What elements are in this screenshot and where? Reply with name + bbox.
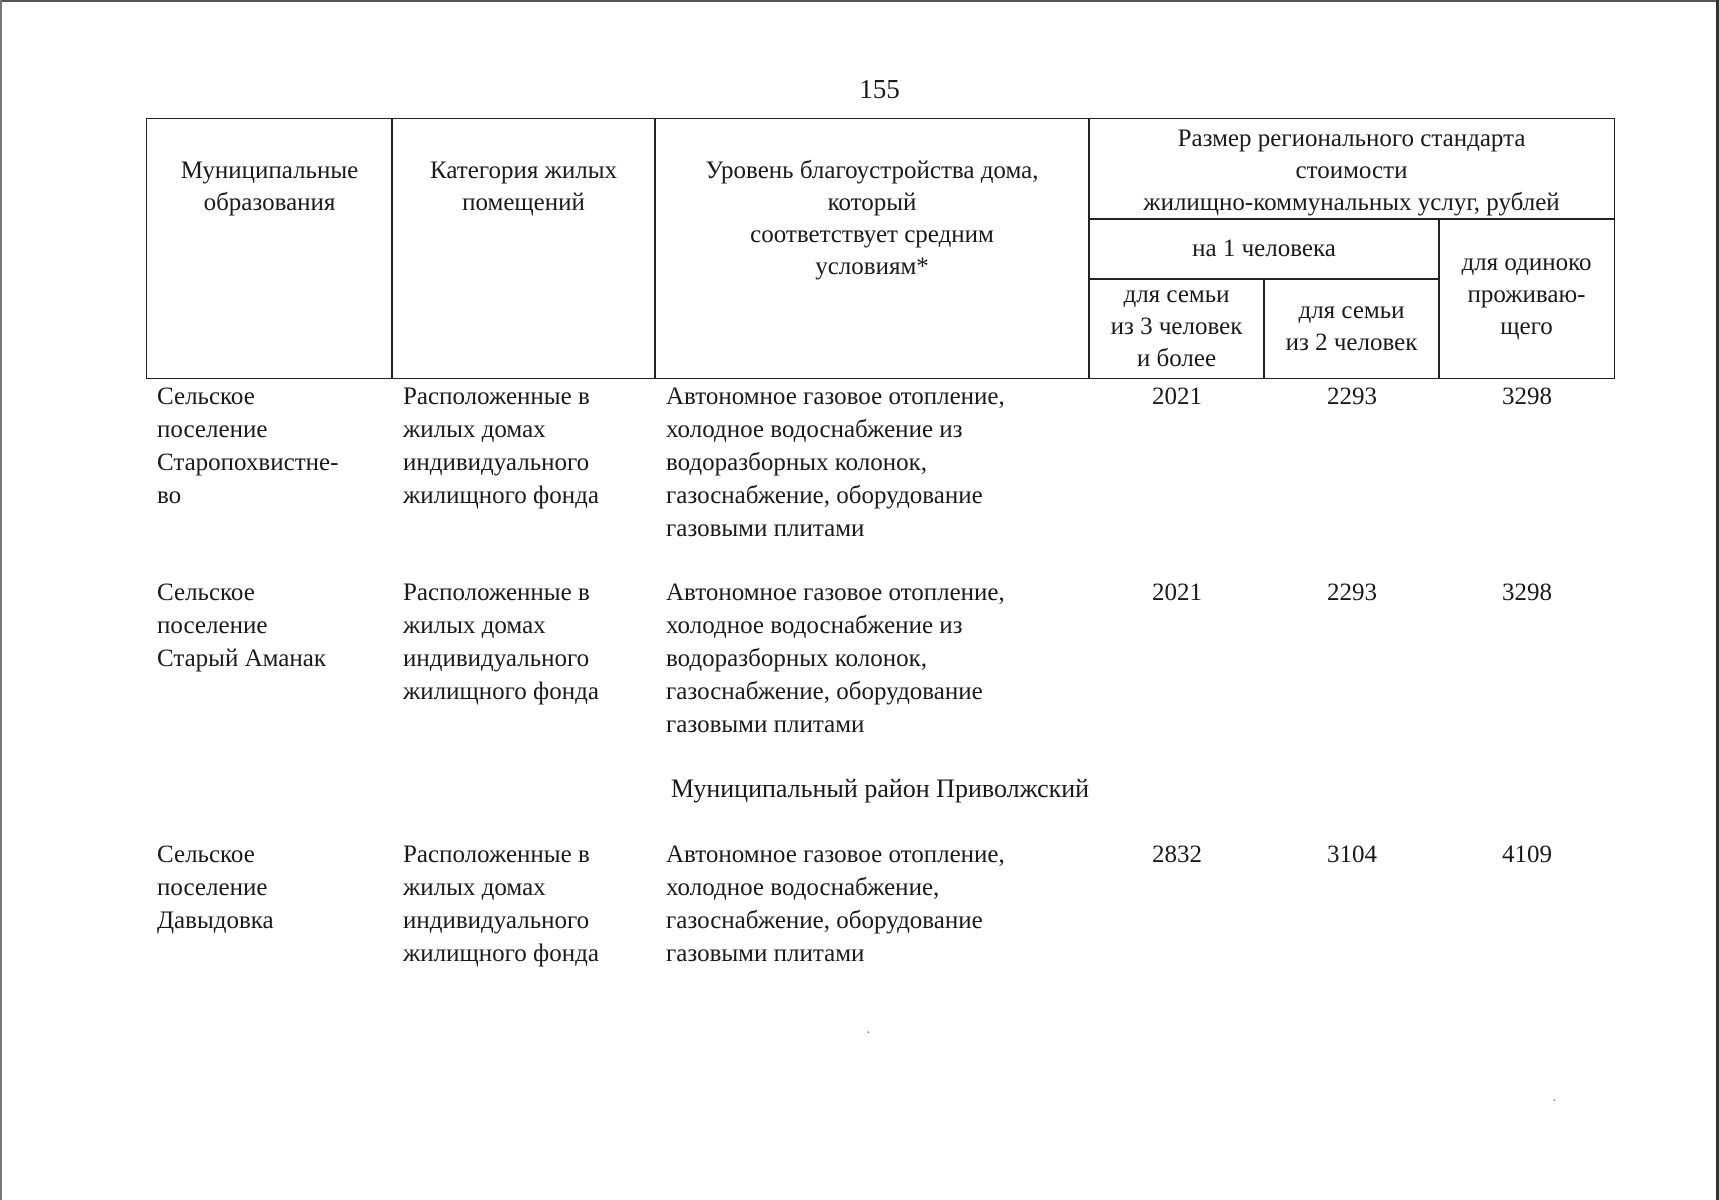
text-line: поселение (157, 416, 268, 443)
scan-speck: · (1552, 1094, 1557, 1109)
text-line: газовыми плитами (666, 515, 865, 542)
value-single: 3298 (1502, 383, 1552, 410)
text-line: газовыми плитами (666, 711, 865, 738)
value-single: 3298 (1502, 579, 1552, 606)
text-line: поселение (157, 874, 268, 901)
header-level-line: условиям* (815, 253, 929, 280)
row-category (403, 380, 599, 512)
text-line: во (157, 482, 182, 509)
text-line: Сельское (157, 383, 255, 410)
text-line: холодное водоснабжение, (666, 874, 940, 901)
value-family2: 2293 (1327, 383, 1377, 410)
text-line: Давыдовка (157, 907, 274, 934)
text-line: индивидуального (403, 449, 590, 476)
header-standard-line: стоимости (1295, 157, 1408, 184)
header-category-line: Категория жилых (430, 157, 617, 184)
header-standard (1088, 118, 1615, 220)
text-line: жилищного фонда (403, 678, 599, 705)
header-municipality-line: Муниципальные (180, 157, 359, 184)
text-line: жилых домах (403, 416, 546, 443)
text-line: Автономное газовое отопление, (666, 841, 1005, 868)
page-number: 155 (859, 74, 900, 104)
header-family2-line: из 2 человек (1285, 329, 1418, 356)
row-municipality (157, 838, 274, 937)
header-family3-line: и более (1136, 345, 1217, 372)
header-single-line: проживаю- (1467, 281, 1586, 308)
text-line: Старый Аманак (157, 645, 327, 672)
value-family3: 2021 (1152, 579, 1202, 606)
header-single-line: для одиноко (1461, 249, 1592, 276)
text-line: холодное водоснабжение из (666, 612, 963, 639)
text-line: холодное водоснабжение из (666, 416, 963, 443)
header-municipality (146, 118, 393, 379)
value-family2: 3104 (1327, 841, 1377, 868)
header-family3 (1088, 278, 1265, 379)
text-line: поселение (157, 612, 268, 639)
header-category-line: помещений (462, 189, 585, 216)
section-title: Муниципальный район Приволжский (670, 774, 1090, 803)
value-family2: 2293 (1327, 579, 1377, 606)
value-family3: 2021 (1152, 383, 1202, 410)
header-level-line: Уровень благоустройства дома, (705, 157, 1039, 184)
header-level (654, 118, 1090, 379)
value-single: 4109 (1502, 841, 1552, 868)
row-category (403, 838, 599, 970)
text-line: Автономное газовое отопление, (666, 383, 1005, 410)
header-standard-line: Размер регионального стандарта (1177, 125, 1526, 152)
row-level (666, 380, 1005, 545)
row-level (666, 576, 1005, 741)
text-line: Расположенные в (403, 579, 590, 606)
text-line: газоснабжение, оборудование (666, 907, 983, 934)
text-line: водоразборных колонок, (666, 645, 928, 672)
table-header (146, 118, 1615, 379)
row-municipality (157, 576, 326, 675)
text-line: водоразборных колонок, (666, 449, 928, 476)
header-family3-line: из 3 человек (1110, 313, 1243, 340)
text-line: жилых домах (403, 612, 546, 639)
value-family3: 2832 (1152, 841, 1202, 868)
header-family2 (1263, 278, 1440, 379)
text-line: газоснабжение, оборудование (666, 482, 983, 509)
header-category (391, 118, 656, 379)
header-standard-line: жилищно-коммунальных услуг, рублей (1143, 189, 1560, 216)
text-line: жилых домах (403, 874, 546, 901)
row-level (666, 838, 1005, 970)
header-level-line: который (827, 189, 917, 216)
text-line: Расположенные в (403, 383, 590, 410)
row-municipality (157, 380, 338, 512)
scan-speck: · (866, 1026, 871, 1041)
header-single-line: щего (1500, 313, 1553, 340)
header-per-person-label: на 1 человека (1192, 235, 1336, 262)
scan-edge-left (0, 0, 2, 1200)
text-line: жилищного фонда (403, 482, 599, 509)
header-family3-line: для семьи (1123, 281, 1230, 308)
text-line: Старопохвистне- (157, 449, 339, 476)
scan-edge-top (0, 0, 1719, 2)
header-per-person (1088, 218, 1440, 280)
header-municipality-line: образования (203, 189, 336, 216)
text-line: индивидуального (403, 645, 590, 672)
text-line: Автономное газовое отопление, (666, 579, 1005, 606)
header-level-line: соответствует средним (750, 221, 994, 248)
text-line: Сельское (157, 579, 255, 606)
text-line: Расположенные в (403, 841, 590, 868)
header-single (1438, 218, 1615, 379)
text-line: газовыми плитами (666, 940, 865, 967)
text-line: индивидуального (403, 907, 590, 934)
text-line: Сельское (157, 841, 255, 868)
row-category (403, 576, 599, 708)
header-family2-line: для семьи (1298, 297, 1405, 324)
text-line: жилищного фонда (403, 940, 599, 967)
text-line: газоснабжение, оборудование (666, 678, 983, 705)
